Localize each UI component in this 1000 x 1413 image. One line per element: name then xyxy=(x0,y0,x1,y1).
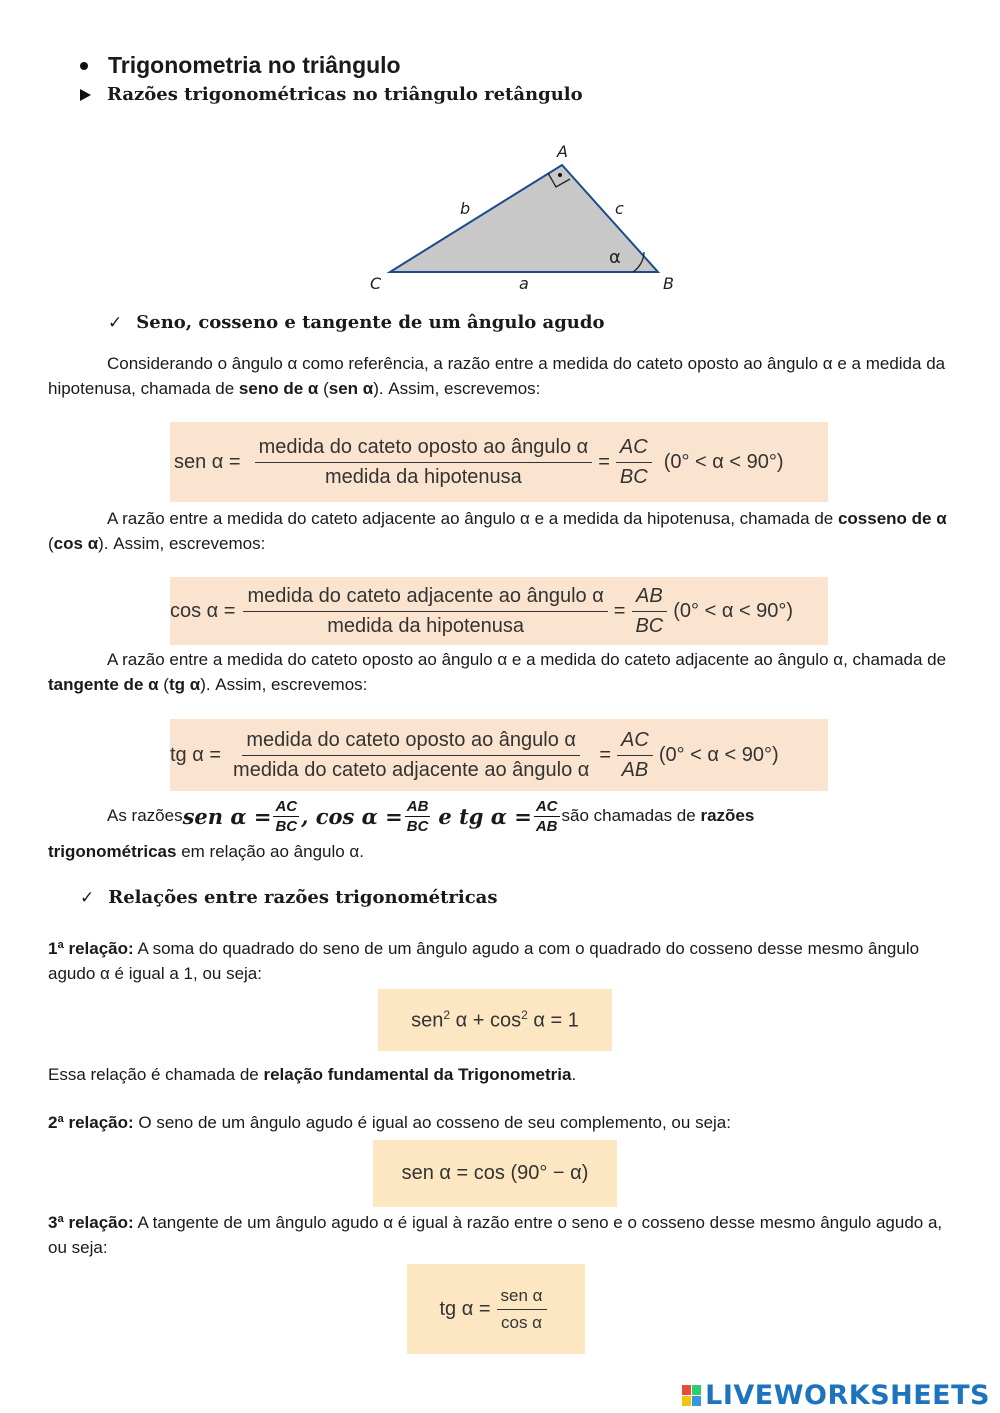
r1-label: 1ª relação: xyxy=(48,939,134,958)
cos-lhs: cos α = xyxy=(170,599,236,622)
logo-square-green xyxy=(692,1385,701,1395)
logo-square-blue xyxy=(692,1396,701,1406)
sen-condition: (0° < α < 90°) xyxy=(663,450,784,473)
section2-heading xyxy=(80,887,497,908)
sen-ratio-den: BC xyxy=(619,465,648,488)
p4-tg-frac xyxy=(534,798,560,835)
relation1-formula-box xyxy=(378,989,612,1051)
section2-title: Relações entre razões trigonométricas xyxy=(108,887,498,908)
relation3-formula-box xyxy=(407,1264,585,1354)
side-b-label: b xyxy=(460,199,471,218)
r1-sen: sen xyxy=(411,1009,444,1032)
page-title xyxy=(80,52,401,79)
tg-ratio-den: AB xyxy=(621,758,649,781)
r3-lhs: tg α = xyxy=(439,1297,491,1320)
logo-text: LIVEWORKSHEETS xyxy=(705,1380,990,1411)
p1-paren-bold: sen α xyxy=(328,379,374,398)
p4-sen-num: AC xyxy=(275,797,298,815)
cos-denominator: medida da hipotenusa xyxy=(327,614,525,637)
cos-formula-box xyxy=(170,577,828,645)
p2-bold: cosseno de α xyxy=(837,509,947,528)
cos-numerator: medida do cateto adjacente ao ângulo α xyxy=(243,585,607,612)
arrow-bullet-icon xyxy=(80,89,91,101)
sen-fraction xyxy=(255,436,593,489)
bullet-icon xyxy=(80,62,88,70)
p1-end: ). Assim, escrevemos: xyxy=(373,379,541,398)
logo-square-red xyxy=(682,1385,691,1395)
page-subtitle xyxy=(80,84,583,105)
r1-end: α = 1 xyxy=(527,1009,579,1032)
relation3-text xyxy=(48,1210,948,1260)
r1-exp1: 2 xyxy=(443,1007,451,1022)
r3-text: A tangente de um ângulo agudo α é igual à razão entre o seno e o cosseno desse mesmo ângulo agudo a, ou seja: xyxy=(48,1213,943,1257)
p4-mid: são chamadas de xyxy=(561,806,696,825)
cos-condition: (0° < α < 90°) xyxy=(673,599,794,622)
sen-ratio-num: AC xyxy=(616,436,652,463)
tg-ratio xyxy=(617,729,653,782)
cos-ratio xyxy=(631,585,667,638)
right-triangle-figure xyxy=(360,135,690,300)
r2-label: 2ª relação: xyxy=(48,1113,134,1132)
cos-ratio-num: AB xyxy=(632,585,667,612)
p4-start: As razões xyxy=(107,806,183,825)
cos-eq: = xyxy=(613,599,626,622)
subtitle-text: Razões trigonométricas no triângulo retângulo xyxy=(107,84,583,105)
r1-mid: α + cos xyxy=(450,1009,522,1032)
p3-end: ). Assim, escrevemos: xyxy=(200,675,368,694)
liveworksheets-logo-icon xyxy=(682,1385,701,1406)
p3-bold: tangente de α xyxy=(48,675,159,694)
r1-after-end: . xyxy=(571,1065,577,1084)
tg-denominator: medida do cateto adjacente ao ângulo α xyxy=(233,758,590,781)
sen-denominator: medida da hipotenusa xyxy=(324,465,522,488)
sen-eq: = xyxy=(598,450,610,473)
r1-after-bold: relação fundamental da Trigonometria xyxy=(263,1065,572,1084)
checkmark-icon: ✓ xyxy=(108,312,123,333)
r3-num: sen α xyxy=(497,1286,547,1310)
cos-fraction xyxy=(243,585,607,638)
tg-lhs: tg α = xyxy=(170,743,222,766)
r1-exp2: 2 xyxy=(521,1007,528,1022)
logo-square-yellow xyxy=(682,1396,691,1406)
sen-ratio xyxy=(616,436,652,489)
p2-paren-bold: cos α xyxy=(53,534,99,553)
r3-den: cos α xyxy=(501,1312,543,1332)
p4-cos: , cos α = xyxy=(301,803,403,829)
p3-text: A razão entre a medida do cateto oposto ao ângulo α e a medida do cateto adjacente ao ângulo α, chamada de xyxy=(107,650,947,669)
p4-tg-den: AB xyxy=(535,817,558,835)
r1-text: A soma do quadrado do seno de um ângulo agudo a com o quadrado do cosseno desse mesmo ângulo agudo α é igual a 1, ou seja: xyxy=(48,939,920,983)
title-text: Trigonometria no triângulo xyxy=(108,52,401,78)
tg-fraction xyxy=(229,729,593,782)
vertex-b-label: B xyxy=(663,274,674,293)
sen-formula-box xyxy=(170,422,828,502)
p4-end: em relação ao ângulo α. xyxy=(176,842,364,861)
r1-after: Essa relação é chamada de xyxy=(48,1065,264,1084)
sen-lhs: sen α = xyxy=(174,450,241,473)
p4-cos-frac xyxy=(405,798,431,835)
p2-end: ). Assim, escrevemos: xyxy=(98,534,266,553)
sen-numerator: medida do cateto oposto ao ângulo α xyxy=(255,436,593,463)
side-a-label: a xyxy=(519,274,529,293)
paragraph-razoes-end xyxy=(48,839,948,864)
tg-eq: = xyxy=(599,743,612,766)
r3-fraction xyxy=(497,1286,547,1333)
vertex-a-label: A xyxy=(557,142,568,161)
paragraph-seno: Considerando o ângulo α como referência, a razão entre a medida do cateto oposto ao ângulo α e a medida da hipotenusa, chamada de seno de α (sen α). Assim, escrevemos: xyxy=(48,354,946,398)
p4-sen-den: BC xyxy=(275,817,298,835)
tg-condition: (0° < α < 90°) xyxy=(658,743,779,766)
p3-paren-bold: tg α xyxy=(168,675,201,694)
relation2-formula-box xyxy=(373,1140,617,1207)
right-angle-dot xyxy=(558,173,562,177)
p4-sen: sen α = xyxy=(182,803,272,829)
tg-ratio-num: AC xyxy=(617,729,653,756)
cos-ratio-den: BC xyxy=(635,614,664,637)
r1-formula xyxy=(411,1008,579,1033)
section1-title: Seno, cosseno e tangente de um ângulo agudo xyxy=(136,312,605,333)
p1-bold: seno de α xyxy=(238,379,319,398)
p4-sen-frac xyxy=(273,798,299,835)
tg-numerator: medida do cateto oposto ao ângulo α xyxy=(242,729,580,756)
relation1-text xyxy=(48,936,948,986)
tg-formula-box xyxy=(170,719,828,791)
r2-text: O seno de um ângulo agudo é igual ao cosseno de seu complemento, ou seja: xyxy=(133,1113,731,1132)
liveworksheets-logo xyxy=(682,1380,990,1411)
p4-bold1: razões xyxy=(700,806,755,825)
p4-cos-num: AB xyxy=(406,797,429,815)
relation1-note xyxy=(48,1062,948,1087)
p4-tg: e tg α = xyxy=(438,803,532,829)
r3-label: 3ª relação: xyxy=(48,1213,134,1232)
r2-formula: sen α = cos (90° − α) xyxy=(401,1162,589,1184)
paragraph-cosseno: A razão entre a medida do cateto adjacente ao ângulo α e a medida da hipotenusa, chamada de cosseno de α (cos α). Assim, escrevemos: xyxy=(48,509,947,553)
p1-text: Considerando o ângulo α como referência, a razão entre a medida do cateto oposto ao ângulo α e a medida da hipotenusa, chamada de xyxy=(48,354,946,398)
paragraph-tangente: A razão entre a medida do cateto oposto ao ângulo α e a medida do cateto adjacente ao ângulo α, chamada de tangente de α (tg α). Assim, escrevemos: xyxy=(48,650,947,694)
angle-alpha-label: α xyxy=(609,247,621,268)
p4-bold2: trigonométricas xyxy=(48,842,177,861)
relation2-text xyxy=(48,1110,948,1135)
paragraph-razoes-inline xyxy=(48,792,948,840)
checkmark-icon: ✓ xyxy=(80,887,95,908)
p4-tg-num: AC xyxy=(535,797,558,815)
p4-cos-den: BC xyxy=(406,817,429,835)
side-c-label: c xyxy=(615,199,624,218)
vertex-c-label: C xyxy=(370,274,382,293)
p2-text: A razão entre a medida do cateto adjacente ao ângulo α e a medida da hipotenusa, chamada de xyxy=(107,509,838,528)
section1-heading xyxy=(108,312,604,333)
